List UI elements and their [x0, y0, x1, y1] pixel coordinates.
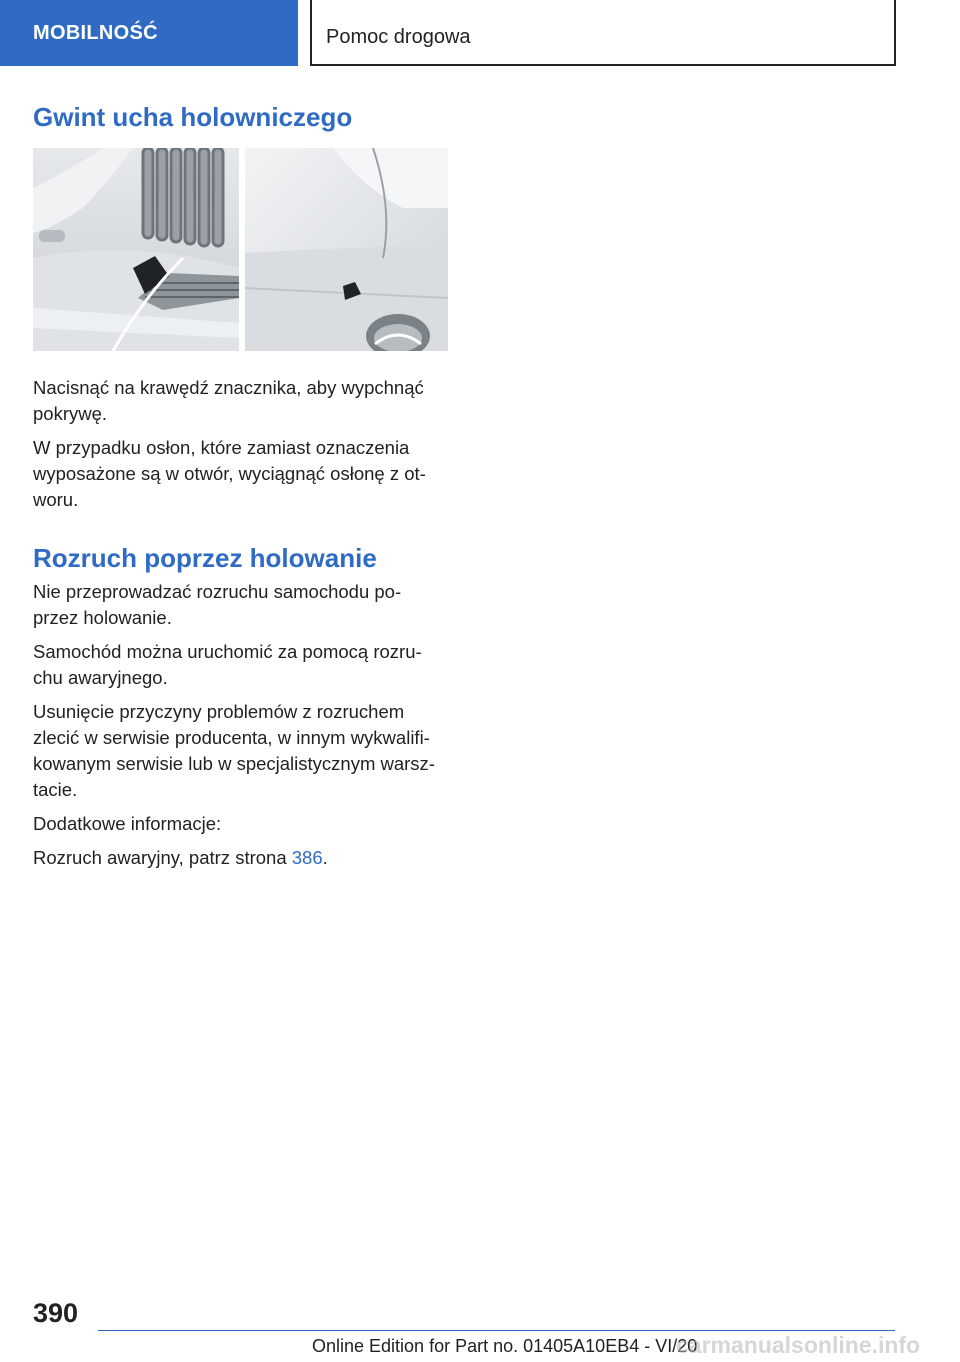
section-heading-tow-eye-thread: Gwint ucha holowniczego [33, 102, 353, 132]
instruction-paragraph: Usunięcie przyczyny problemów z rozruchem zlecić w serwisie producenta, w innym wykwalifi- kowanym serwisie lub w specjalistycznym warsz- tacie. [33, 701, 435, 800]
instruction-paragraph: Samochód można uruchomić za pomocą rozru- chu awaryjnego. [33, 641, 422, 688]
cross-reference [33, 845, 448, 871]
car-bumper-illustration [33, 148, 448, 351]
instruction-paragraph: Nie przeprowadzać rozruchu samochodu po- przez holowanie. [33, 581, 402, 628]
page-reference-link[interactable]: 386 [291, 847, 323, 868]
page-number: 390 [33, 1298, 79, 1328]
illustration-tow-eye-covers [33, 148, 448, 351]
instruction-paragraph: Dodatkowe informacje: [33, 813, 222, 834]
instruction-paragraph: Nacisnąć na krawędź znacznika, aby wypchnąć pokrywę. [33, 377, 424, 424]
page-header [0, 0, 960, 66]
watermark: carmanualsonline.info [676, 1332, 921, 1358]
footer-divider [98, 1330, 895, 1331]
cross-reference-text: Rozruch awaryjny, patrz strona [33, 847, 292, 868]
instruction-paragraph: W przypadku osłon, które zamiast oznaczenia wyposażone są w otwór, wyciągnąć osłonę z ot- woru. [33, 437, 426, 510]
cross-reference-end: . [322, 847, 328, 868]
section-tab: MOBILNOŚĆ [0, 0, 298, 66]
footer-edition: Online Edition for Part no. 01405A10EB4 - VI/20 [312, 1336, 698, 1356]
section-heading-tow-start: Rozruch poprzez holowanie [33, 543, 377, 573]
main-content [33, 100, 448, 879]
topic-title: Pomoc drogowa [310, 0, 896, 66]
